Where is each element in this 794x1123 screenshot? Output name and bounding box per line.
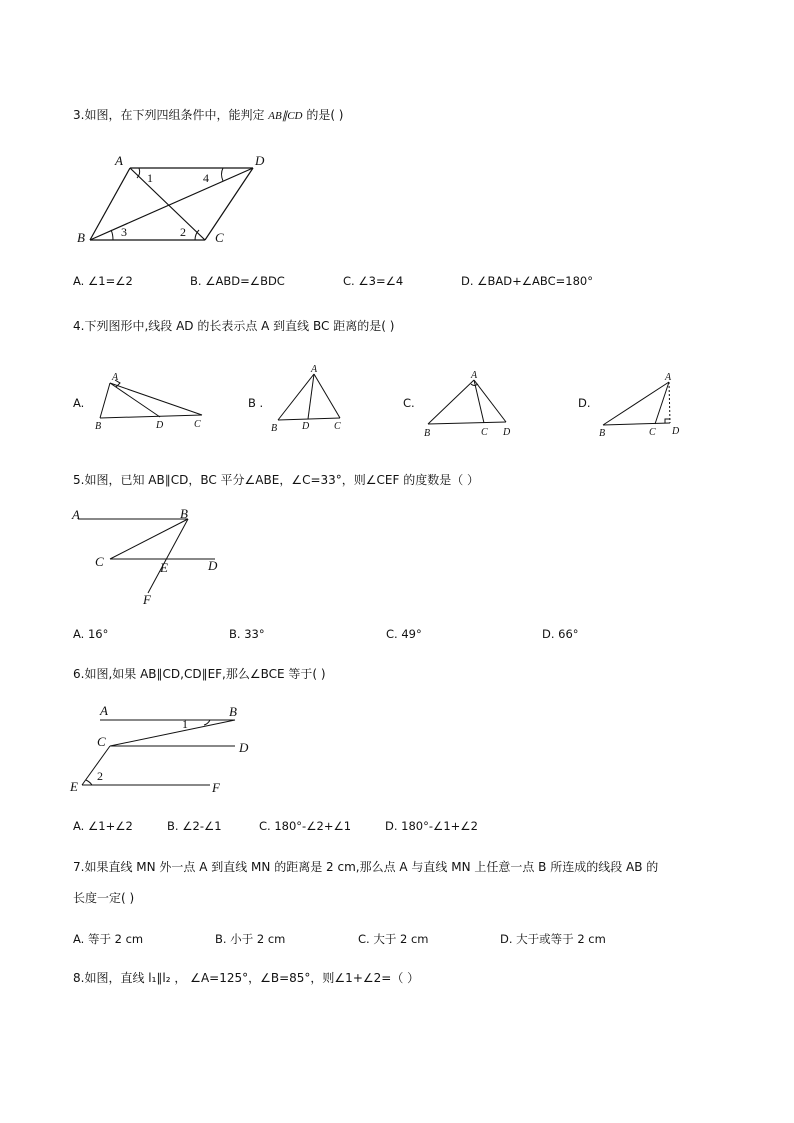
q7-option-c[interactable]: C. 大于 2 cm [358,932,429,946]
q4-choice-b[interactable]: B . [248,396,264,410]
q4a-label-c: C [194,419,201,430]
q7-option-a[interactable]: A. 等于 2 cm [73,932,144,946]
q6-label-b: B [229,704,237,719]
q4d-label-d: D [672,426,680,437]
q6-label-d: D [239,740,249,755]
q3-angle-3: 3 [121,225,127,239]
q4-figure-b [268,362,358,437]
q3-label-a: A [115,153,123,168]
q3-option-d[interactable]: D. ∠BAD+∠ABC=180° [461,274,593,288]
q6-angle-1: 1 [182,717,188,731]
q4a-label-a: A [112,372,119,383]
q4b-label-d: D [302,421,310,432]
q4c-label-c: C [481,427,488,438]
q6-angle-2: 2 [97,769,103,783]
q5-label-f: F [143,592,151,607]
q5-label-e: E [160,560,168,575]
q5-label-b: B [180,506,188,521]
q6-label-c: C [97,734,106,749]
q3-angle-1: 1 [147,171,153,185]
q6-label-f: F [212,780,220,795]
q3-label-c: C [215,230,224,245]
q5-option-d[interactable]: D. 66° [542,627,579,641]
q7-stem-line2: 长度一定( ) [73,891,135,905]
q4b-label-a: A [311,364,318,375]
q4c-label-d: D [503,427,511,438]
q4a-label-b: B [95,421,102,432]
q4d-label-b: B [599,428,606,439]
q3-expr: AB∥CD [268,110,303,122]
q4c-label-b: B [424,428,431,439]
q3-option-b[interactable]: B. ∠ABD=∠BDC [190,274,285,288]
q4c-label-a: A [471,370,478,381]
q6-stem: 6.如图,如果 AB∥CD,CD∥EF,那么∠BCE 等于( ) [73,667,326,681]
q5-label-d: D [208,558,218,573]
q6-option-a[interactable]: A. ∠1+∠2 [73,819,133,833]
q5-option-c[interactable]: C. 49° [386,627,422,641]
q4-choice-a[interactable]: A. [73,396,85,410]
q4-figure-a [90,368,215,438]
q4-choice-d[interactable]: D. [578,396,591,410]
q3-label-d: D [255,153,265,168]
q3-angle-4: 4 [203,171,209,185]
q3-option-a[interactable]: A. ∠1=∠2 [73,274,133,288]
q5-stem: 5.如图，已知 AB∥CD，BC 平分∠ABE，∠C=33°，则∠CEF 的度数是（ ） [73,473,480,487]
q7-option-d[interactable]: D. 大于或等于 2 cm [500,932,606,946]
q5-label-a: A [72,507,80,522]
q6-label-e: E [70,779,78,794]
q4-stem: 4.下列图形中,线段 AD 的长表示点 A 到直线 BC 距离的是( ) [73,319,395,333]
q3-stem: 3.如图，在下列四组条件中，能判定 AB∥CD 的是( ) [73,108,344,122]
q4-figure-d [595,368,695,443]
q3-label-b: B [77,230,85,245]
q3-option-c[interactable]: C. ∠3=∠4 [343,274,404,288]
q3-angle-2: 2 [180,225,186,239]
q8-stem: 8.如图，直线 l₁∥l₂ ， ∠A=125°，∠B=85°，则∠1+∠2=（ ） [73,971,420,985]
q5-label-c: C [95,554,104,569]
q5-option-b[interactable]: B. 33° [229,627,265,641]
q7-stem-line1: 7.如果直线 MN 外一点 A 到直线 MN 的距离是 2 cm,那么点 A 与直线 MN 上任意一点 B 所连成的线段 AB 的 [73,860,659,874]
q6-option-b[interactable]: B. ∠2-∠1 [167,819,222,833]
q4-figure-c [420,368,530,443]
q4b-label-b: B [271,423,278,434]
q4a-label-d: D [156,420,164,431]
q5-option-a[interactable]: A. 16° [73,627,109,641]
q4d-label-c: C [649,427,656,438]
q6-figure [70,700,270,800]
q5-figure [70,505,240,605]
q6-option-c[interactable]: C. 180°-∠2+∠1 [259,819,352,833]
q3-figure [75,150,295,250]
q6-label-a: A [100,703,108,718]
q4-choice-c[interactable]: C. [403,396,415,410]
q4d-label-a: A [665,372,672,383]
q6-option-d[interactable]: D. 180°-∠1+∠2 [385,819,478,833]
q4b-label-c: C [334,421,341,432]
q7-option-b[interactable]: B. 小于 2 cm [215,932,286,946]
